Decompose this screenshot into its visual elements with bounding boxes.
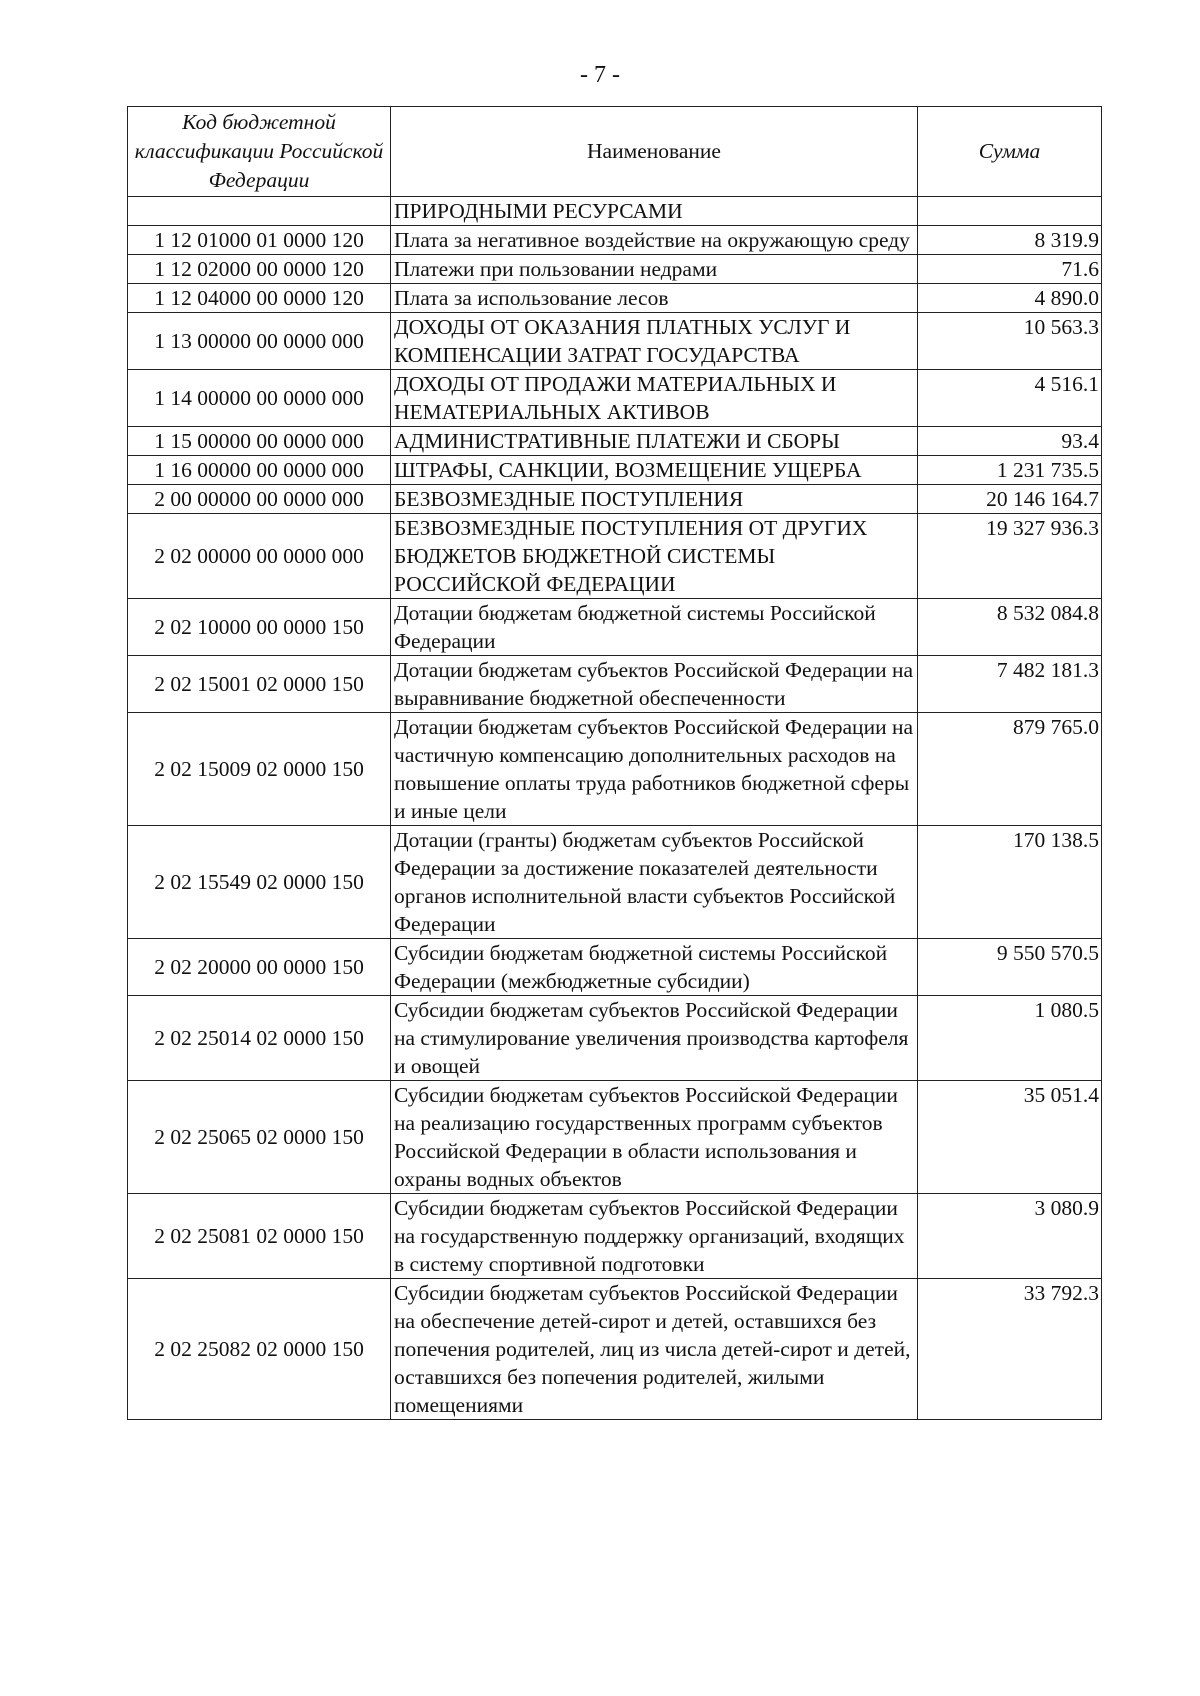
row-code: 1 16 00000 00 0000 000 bbox=[128, 456, 391, 485]
table-row bbox=[128, 826, 1102, 939]
row-name: Плата за использование лесов bbox=[391, 284, 918, 313]
row-code: 2 00 00000 00 0000 000 bbox=[128, 485, 391, 514]
row-code: 2 02 15009 02 0000 150 bbox=[128, 713, 391, 826]
row-name: БЕЗВОЗМЕЗДНЫЕ ПОСТУПЛЕНИЯ bbox=[391, 485, 918, 514]
row-code: 1 12 02000 00 0000 120 bbox=[128, 255, 391, 284]
row-amount: 33 792.3 bbox=[918, 1279, 1102, 1420]
row-amount: 879 765.0 bbox=[918, 713, 1102, 826]
row-code: 2 02 25081 02 0000 150 bbox=[128, 1194, 391, 1279]
table-row bbox=[128, 284, 1102, 313]
row-name: АДМИНИСТРАТИВНЫЕ ПЛАТЕЖИ И СБОРЫ bbox=[391, 427, 918, 456]
row-amount bbox=[918, 197, 1102, 226]
header-code: Код бюджетной классификации Российской Федерации bbox=[128, 107, 391, 197]
row-amount: 19 327 936.3 bbox=[918, 514, 1102, 599]
row-name: Субсидии бюджетам субъектов Российской Федерации на государственную поддержку организаций, входящих в систему спортивной подготовки bbox=[391, 1194, 918, 1279]
row-code: 2 02 25014 02 0000 150 bbox=[128, 996, 391, 1081]
table-body bbox=[128, 197, 1102, 1420]
row-name: Платежи при пользовании недрами bbox=[391, 255, 918, 284]
row-name: Плата за негативное воздействие на окружающую среду bbox=[391, 226, 918, 255]
row-name: ДОХОДЫ ОТ ОКАЗАНИЯ ПЛАТНЫХ УСЛУГ И КОМПЕНСАЦИИ ЗАТРАТ ГОСУДАРСТВА bbox=[391, 313, 918, 370]
row-name: Субсидии бюджетам субъектов Российской Федерации на стимулирование увеличения производства картофеля и овощей bbox=[391, 996, 918, 1081]
row-amount: 170 138.5 bbox=[918, 826, 1102, 939]
table-row bbox=[128, 1194, 1102, 1279]
row-amount: 1 080.5 bbox=[918, 996, 1102, 1081]
row-code: 1 15 00000 00 0000 000 bbox=[128, 427, 391, 456]
row-name: Дотации бюджетам субъектов Российской Федерации на частичную компенсацию дополнительных расходов на повышение оплаты труда работников бюджетной сферы и иные цели bbox=[391, 713, 918, 826]
table-row bbox=[128, 599, 1102, 656]
row-name: Субсидии бюджетам бюджетной системы Российской Федерации (межбюджетные субсидии) bbox=[391, 939, 918, 996]
row-amount: 8 532 084.8 bbox=[918, 599, 1102, 656]
header-name: Наименование bbox=[391, 107, 918, 197]
budget-table bbox=[127, 106, 1102, 1420]
table-row bbox=[128, 939, 1102, 996]
table-row bbox=[128, 427, 1102, 456]
table-row bbox=[128, 514, 1102, 599]
table-row bbox=[128, 656, 1102, 713]
page-number: - 7 - bbox=[580, 62, 620, 88]
table-row bbox=[128, 996, 1102, 1081]
row-name: БЕЗВОЗМЕЗДНЫЕ ПОСТУПЛЕНИЯ ОТ ДРУГИХ БЮДЖЕТОВ БЮДЖЕТНОЙ СИСТЕМЫ РОССИЙСКОЙ ФЕДЕРАЦИИ bbox=[391, 514, 918, 599]
row-amount: 4 890.0 bbox=[918, 284, 1102, 313]
row-name: Субсидии бюджетам субъектов Российской Федерации на обеспечение детей-сирот и детей, оставшихся без попечения родителей, лиц из числа детей-сирот и детей, оставшихся без попечения родителей, жилыми помещениями bbox=[391, 1279, 918, 1420]
row-code: 1 13 00000 00 0000 000 bbox=[128, 313, 391, 370]
table-row bbox=[128, 226, 1102, 255]
row-name: ШТРАФЫ, САНКЦИИ, ВОЗМЕЩЕНИЕ УЩЕРБА bbox=[391, 456, 918, 485]
row-amount: 9 550 570.5 bbox=[918, 939, 1102, 996]
row-code: 2 02 25065 02 0000 150 bbox=[128, 1081, 391, 1194]
row-name: Субсидии бюджетам субъектов Российской Федерации на реализацию государственных программ субъектов Российской Федерации в области использования и охраны водных объектов bbox=[391, 1081, 918, 1194]
table-row bbox=[128, 456, 1102, 485]
row-code: 2 02 15549 02 0000 150 bbox=[128, 826, 391, 939]
row-amount: 3 080.9 bbox=[918, 1194, 1102, 1279]
table-row bbox=[128, 1081, 1102, 1194]
row-name: Дотации бюджетам субъектов Российской Федерации на выравнивание бюджетной обеспеченности bbox=[391, 656, 918, 713]
row-amount: 71.6 bbox=[918, 255, 1102, 284]
row-code: 1 12 01000 01 0000 120 bbox=[128, 226, 391, 255]
table-row bbox=[128, 713, 1102, 826]
row-code: 2 02 10000 00 0000 150 bbox=[128, 599, 391, 656]
table-row bbox=[128, 370, 1102, 427]
row-name: Дотации (гранты) бюджетам субъектов Российской Федерации за достижение показателей деятельности органов исполнительной власти субъектов Российской Федерации bbox=[391, 826, 918, 939]
row-code: 1 12 04000 00 0000 120 bbox=[128, 284, 391, 313]
row-code: 2 02 20000 00 0000 150 bbox=[128, 939, 391, 996]
table-row bbox=[128, 485, 1102, 514]
row-name: ДОХОДЫ ОТ ПРОДАЖИ МАТЕРИАЛЬНЫХ И НЕМАТЕРИАЛЬНЫХ АКТИВОВ bbox=[391, 370, 918, 427]
row-code: 2 02 00000 00 0000 000 bbox=[128, 514, 391, 599]
row-name: ПРИРОДНЫМИ РЕСУРСАМИ bbox=[391, 197, 918, 226]
row-code: 2 02 25082 02 0000 150 bbox=[128, 1279, 391, 1420]
table-row bbox=[128, 255, 1102, 284]
row-amount: 20 146 164.7 bbox=[918, 485, 1102, 514]
row-amount: 8 319.9 bbox=[918, 226, 1102, 255]
row-amount: 93.4 bbox=[918, 427, 1102, 456]
row-code: 2 02 15001 02 0000 150 bbox=[128, 656, 391, 713]
row-amount: 1 231 735.5 bbox=[918, 456, 1102, 485]
row-amount: 10 563.3 bbox=[918, 313, 1102, 370]
table-header-row bbox=[128, 107, 1102, 197]
header-amount: Сумма bbox=[918, 107, 1102, 197]
table-row bbox=[128, 197, 1102, 226]
row-amount: 7 482 181.3 bbox=[918, 656, 1102, 713]
table-row bbox=[128, 313, 1102, 370]
table-row bbox=[128, 1279, 1102, 1420]
row-amount: 35 051.4 bbox=[918, 1081, 1102, 1194]
row-code bbox=[128, 197, 391, 226]
row-code: 1 14 00000 00 0000 000 bbox=[128, 370, 391, 427]
row-amount: 4 516.1 bbox=[918, 370, 1102, 427]
row-name: Дотации бюджетам бюджетной системы Российской Федерации bbox=[391, 599, 918, 656]
